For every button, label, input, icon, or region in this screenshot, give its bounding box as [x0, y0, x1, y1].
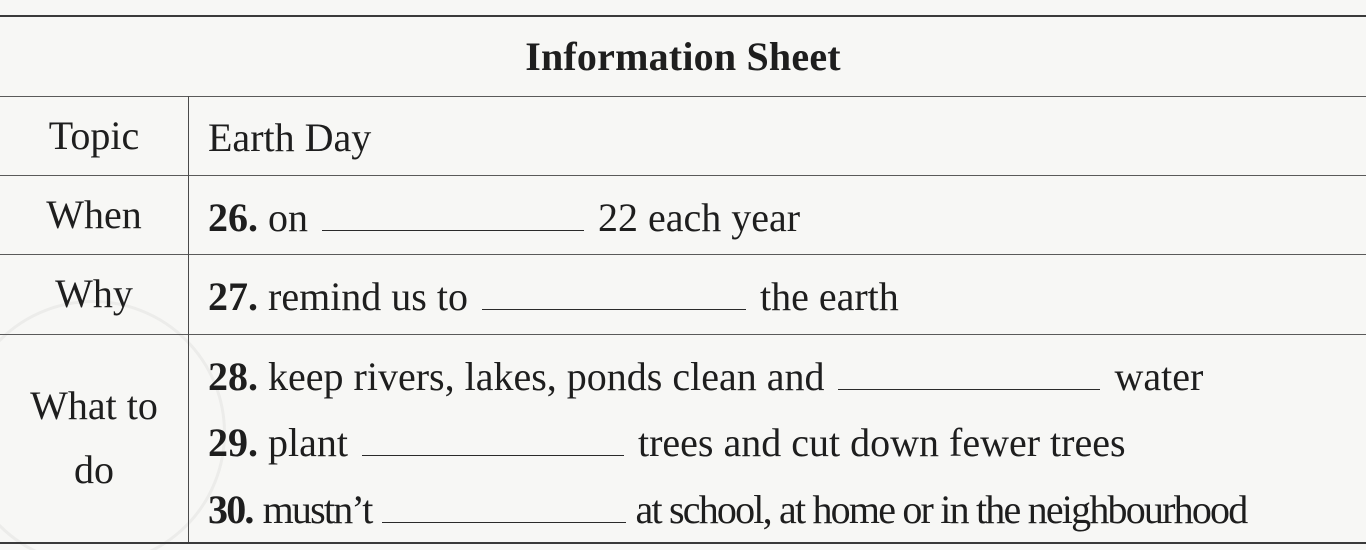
question-text-after: at school, at home or in the neighbourhood — [635, 487, 1247, 532]
row-label-why: Why — [55, 271, 133, 316]
question-text-before: plant — [268, 420, 348, 465]
question-text-after: water — [1114, 354, 1204, 399]
question-text-after: 22 each year — [598, 195, 801, 240]
question-text-before: mustn’t — [262, 487, 372, 532]
topic-text: Earth Day — [208, 115, 372, 160]
question-30 — [208, 486, 1246, 533]
answer-blank-30[interactable] — [382, 521, 626, 523]
question-text-after: the earth — [759, 274, 899, 319]
row-label-line-2: do — [74, 447, 114, 492]
question-26 — [208, 194, 800, 241]
row-label-when: When — [46, 191, 142, 237]
when-row-divider — [0, 254, 1366, 255]
answer-blank-29[interactable] — [362, 454, 624, 456]
sheet-title: Information Sheet — [525, 33, 841, 79]
question-29 — [208, 419, 1126, 466]
question-number: 27. — [208, 274, 258, 319]
question-text-before: keep rivers, lakes, ponds clean and — [268, 354, 825, 399]
question-text-after: trees and cut down fewer trees — [637, 420, 1126, 465]
question-27 — [208, 273, 899, 320]
row-label-topic: Topic — [48, 112, 140, 158]
topic-row-divider — [0, 175, 1366, 176]
answer-blank-28[interactable] — [838, 388, 1100, 390]
answer-blank-26[interactable] — [322, 229, 584, 231]
column-divider — [188, 96, 189, 542]
question-text-before: remind us to — [268, 274, 468, 319]
table-bottom-border — [0, 542, 1366, 544]
why-row-divider — [0, 334, 1366, 335]
answer-blank-27[interactable] — [482, 308, 746, 310]
topic-value — [208, 114, 371, 161]
question-text-before: on — [268, 195, 308, 240]
question-number: 26. — [208, 195, 258, 240]
question-number: 30. — [208, 487, 253, 532]
row-label-what-to-do — [0, 334, 188, 542]
question-number: 29. — [208, 420, 258, 465]
question-28 — [208, 353, 1203, 400]
row-label-line-1: What to — [30, 383, 158, 428]
question-number: 28. — [208, 354, 258, 399]
title-row-divider — [0, 96, 1366, 97]
